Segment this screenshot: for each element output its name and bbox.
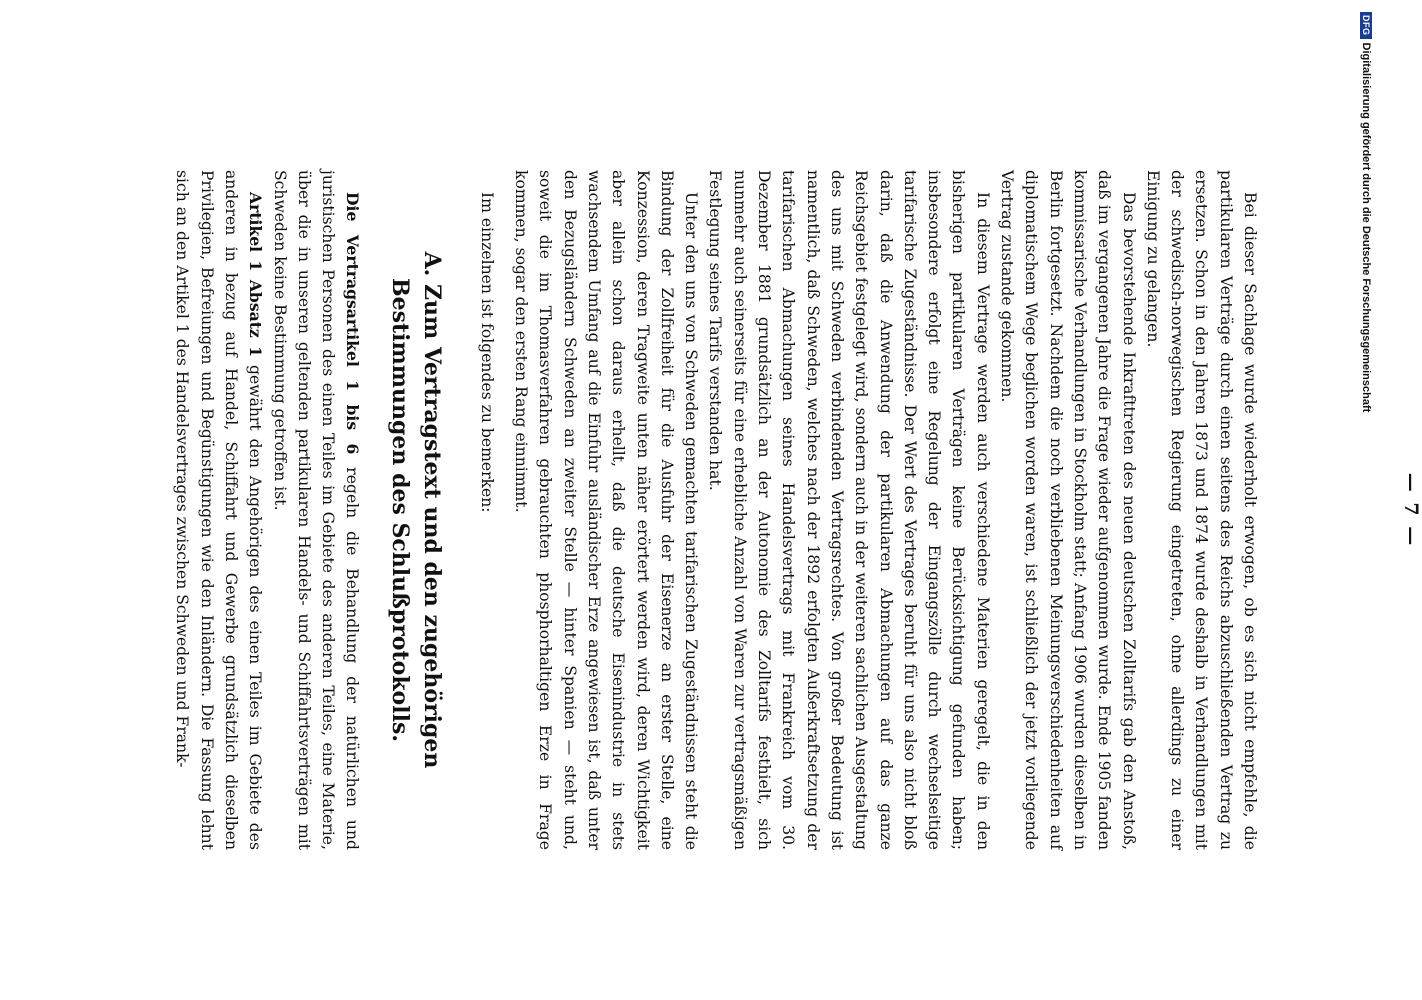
- credit-text: Digitalisierung gefördert durch die Deutsche Forschungsgemeinschaft: [1360, 42, 1372, 413]
- paragraph-5: Im einzelnen ist folgendes zu bemerken:: [477, 192, 496, 513]
- paragraph-7-text: gewährt den Angehörigen des einen Teiles im Gebiete des anderen in bezug auf Handel, Schiffahrt und Gewerbe grundsätzlich dieselben Privilegien, Befreiungen und Begünstigungen wie den Inländern. Die Fassung lehnt sich an den Artikel 1 des Handelsvertrages zwischen Schweden und Frank-: [173, 170, 265, 850]
- digitization-credit: [1360, 12, 1372, 412]
- page-number: — 7 —: [1400, 472, 1422, 548]
- paragraph-6: [267, 170, 364, 850]
- paragraph-7: [170, 170, 267, 850]
- section-heading: A. Zum Vertragstext und den zugehörigen Bestimmungen des Schlußprotokolls.: [387, 251, 446, 769]
- paragraph-4: Unter den uns von Schweden gemachten tarifarischen Zugeständnissen steht die Bindung der Zollfreiheit für die Ausfuhr der Eisenerze an erster Stelle, eine Konzession, deren Tragweite unten näher erörtert werden wird, deren Wichtigkeit aber allein schon daraus erhellt, daß die deutsche Eisenindustrie in stets wachsendem Umfang auf die Einfuhr ausländischer Erze angewiesen ist, daß unter den Bezugsländern Schweden an zweiter Stelle — hinter Spanien — steht und, soweit die im Thomasverfahren gebrauchten phosphorhaltigen Erze in Frage kommen, sogar den ersten Rang einnimmt.: [512, 170, 701, 850]
- page-body: [170, 170, 1262, 850]
- dfg-logo: DFG: [1360, 12, 1372, 39]
- paragraph-6-lead: Die Vertragsartikel 1 bis 6: [343, 192, 363, 455]
- paragraph-2: Das bevorstehende Inkrafttreten des neuen deutschen Zolltarifs gab den Anstoß, daß im vergangenen Jahre die Frage wieder aufgenommen wurde. Ende 1905 fanden kommissarische Verhandlungen in Stockholm statt; Anfang 1906 wurden dieselben in Berlin fortgesetzt. Nachdem die noch verbliebenen Meinungsverschiedenheiten auf diplomatischem Wege beglichen worden waren, ist schließlich der jetzt vorliegende Vertrag zustande gekommen.: [998, 170, 1138, 850]
- paragraph-6-text: regeln die Behandlung der natürlichen und juristischen Personen des einen Teiles im Gebiete des anderen Teiles, eine Materie, über die in unseren geltenden partikularen Handels- und Schiffahrtsverträgen mit Schweden keine Bestimmung getroffen ist.: [270, 170, 362, 850]
- paragraph-3: In diesem Vertrage werden auch verschiedene Materien geregelt, die in den bisherigen partikularen Verträgen keine Berücksichtigung gefunden haben; insbesondere erfolgt eine Regelung der Eingangszölle durch wechselseitige tarifarische Zugeständnisse. Der Wert des Vertrages beruht für uns also nicht bloß darin, daß die Anwendung der partikularen Abmachungen auf das ganze Reichsgebiet festgelegt wird, sondern auch in der weiteren sachlichen Ausgestaltung des uns mit Schweden verbindenden Vertragsrechtes. Von großer Bedeutung ist namentlich, daß Schweden, welches nach der 1892 erfolgten Außerkraftsetzung der tarifarischen Abmachungen seines Handelsvertrags mit Frankreich vom 30. Dezember 1881 grundsätzlich an der Autonomie des Zolltarifs festhielt, sich nunmehr auch seinerseits für eine erhebliche Anzahl von Waren zur vertragsmäßigen Festlegung seines Tarifs verstanden hat.: [706, 170, 992, 850]
- paragraph-7-lead: Artikel 1 Absatz 1: [246, 192, 266, 358]
- paragraph-1: Bei dieser Sachlage wurde wiederholt erwogen, ob es sich nicht empfehle, die partikularen Verträge durch einen seitens des Reichs abzuschließenden Vertrag zu ersetzen. Schon in den Jahren 1873 und 1874 wurde deshalb in Verhandlungen mit der schwedisch-norwegischen Regierung eingetreten, ohne allerdings zu einer Einigung zu gelangen.: [1143, 170, 1259, 850]
